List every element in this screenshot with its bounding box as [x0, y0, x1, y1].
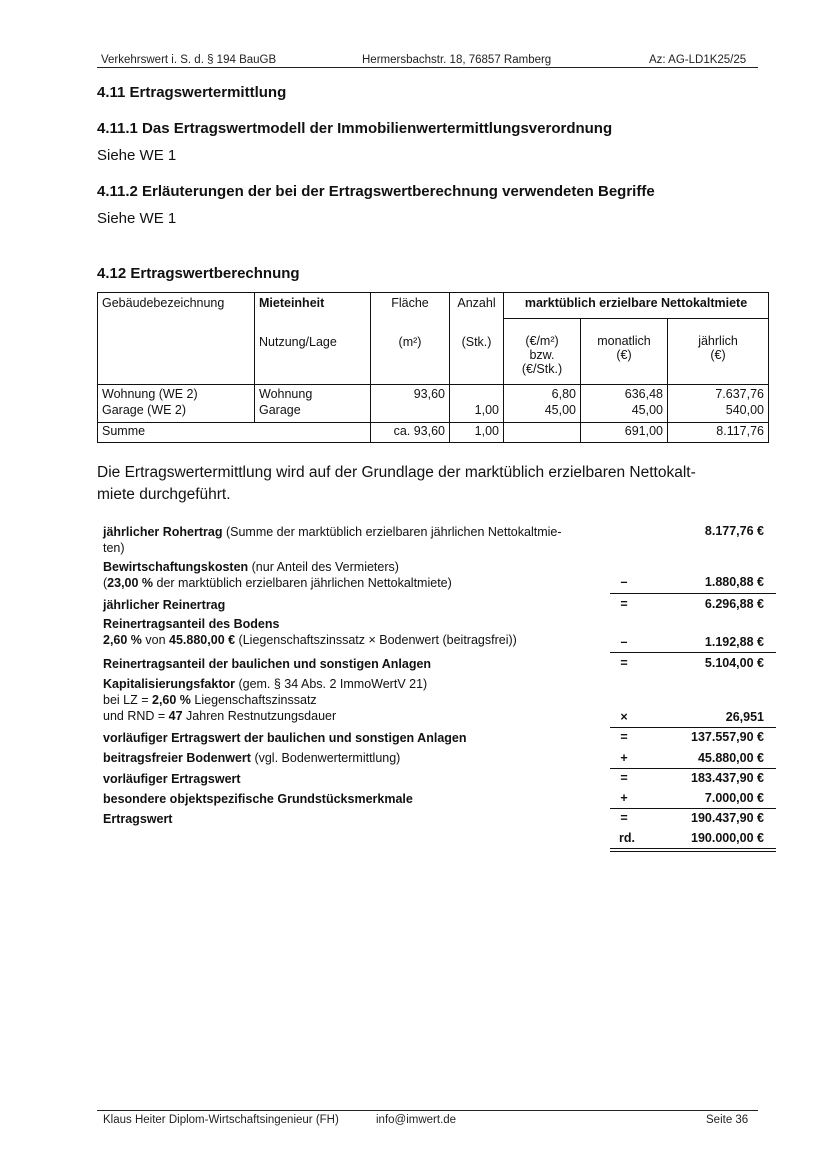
calc-bodenwert-operator: +: [620, 751, 628, 765]
cell-sum-jaehrlich: 8.117,76: [668, 423, 769, 443]
footer-page-number: Seite 36: [706, 1114, 749, 1126]
th-m2: (m²): [371, 319, 450, 385]
cell-monatlich: 45,00: [581, 403, 668, 423]
cell-sum-anzahl: 1,00: [450, 423, 504, 443]
th-miete: marktüblich erzielbare Nettokaltmiete: [504, 293, 769, 319]
double-underline-bottom: [610, 851, 776, 852]
heading-4-11: 4.11 Ertragswertermittlung: [97, 84, 287, 101]
calc-boden-bold: Reinertragsanteil des Bodens: [103, 617, 280, 631]
calc-reinertrag-operator: =: [620, 597, 628, 611]
calc-bewirt-open: (: [103, 576, 108, 590]
calc-bewirt-value: 1.880,88 €: [704, 575, 764, 589]
calc-kap-lz-val: 2,60 %: [152, 693, 191, 707]
calc-bodenwert-label: [103, 750, 400, 766]
cell-eur: 6,80: [504, 385, 581, 403]
cell-gebaeude: Garage (WE 2): [98, 403, 255, 423]
underline: [610, 593, 776, 594]
calc-kap-note: (gem. § 34 Abs. 2 ImmoWertV 21): [234, 677, 428, 691]
rent-table: [97, 292, 769, 443]
cell-eur: 45,00: [504, 403, 581, 423]
calc-bewirt-pct: 23,00 %: [107, 576, 154, 590]
calc-bewirt-note2: der marktüblich erzielbaren jährlichen Nettokaltmiete): [153, 576, 452, 590]
table-row: [98, 403, 769, 423]
th-eur-m2: [504, 319, 581, 385]
header-rule: [97, 67, 758, 68]
text-4-11-1: Siehe WE 1: [97, 147, 177, 164]
calc-kap-bold: Kapitalisierungsfaktor: [103, 677, 235, 691]
calc-boden-label: [103, 616, 517, 648]
calc-boden-pct: 2,60 %: [103, 633, 142, 647]
table-subheader-row: [98, 319, 769, 385]
calc-kap-lz-post: Liegenschaftszinssatz: [190, 693, 317, 707]
calc-reinertrag-label: jährlicher Reinertrag: [103, 598, 226, 612]
double-underline-top: [610, 848, 776, 849]
calc-kap-rnd-pre: und RND =: [103, 709, 169, 723]
calc-vorl-anlagen-operator: =: [620, 730, 628, 744]
cell-sum-monatlich: 691,00: [581, 423, 668, 443]
calc-kap-rnd-val: 47: [168, 709, 183, 723]
cell-anzahl: [450, 385, 504, 403]
calc-rohertrag-note2: ten): [103, 541, 125, 555]
calc-boden-operator: –: [620, 635, 628, 649]
intro-paragraph: [97, 462, 777, 506]
calc-boden-von: von: [141, 633, 170, 647]
calc-anlagen-operator: =: [620, 656, 628, 670]
cell-jaehrlich: 7.637,76: [668, 385, 769, 403]
calc-vorl-ertragswert-value: 183.437,90 €: [691, 771, 764, 785]
th-eur-m2-line1: (€/m²): [525, 334, 559, 348]
calc-vorl-anlagen-value: 137.557,90 €: [691, 730, 764, 744]
cell-flaeche: [371, 403, 450, 423]
header-right: Az: AG-LD1K25/25: [649, 54, 747, 66]
th-jaehrlich: [668, 319, 769, 385]
th-flaeche: Fläche: [371, 293, 450, 319]
calc-bewirtschaftung-label: [103, 559, 452, 591]
calc-rd-value: 190.000,00 €: [691, 831, 764, 845]
underline: [610, 727, 776, 728]
th-eur-m2-line3: (€/Stk.): [521, 362, 563, 376]
calc-besondere-value: 7.000,00 €: [704, 791, 764, 805]
heading-4-12: 4.12 Ertragswertberechnung: [97, 265, 300, 282]
heading-4-11-1: 4.11.1 Das Ertragswertmodell der Immobilienwertermittlungsverordnung: [97, 120, 613, 137]
calc-ertragswert-label: Ertragswert: [103, 812, 173, 826]
calc-rd-operator: rd.: [619, 831, 635, 845]
calc-rohertrag-value: 8.177,76 €: [704, 524, 764, 538]
calc-bodenwert-bold: beitragsfreier Bodenwert: [103, 751, 251, 765]
cell-anzahl: 1,00: [450, 403, 504, 423]
calc-bewirt-bold: Bewirtschaftungskosten: [103, 560, 249, 574]
calc-rohertrag-note: (Summe der marktüblich erzielbaren jährlichen Nettokaltmie-: [222, 525, 562, 539]
calc-kap-lz-pre: bei LZ =: [103, 693, 152, 707]
underline: [610, 768, 776, 769]
th-jaehrlich-line1: jährlich: [698, 334, 738, 348]
calc-boden-value: 1.192,88 €: [704, 635, 764, 649]
th-mieteinheit: Mieteinheit: [255, 293, 371, 319]
calc-boden-wert: 45.880,00 €: [169, 633, 236, 647]
th-nutzung: Nutzung/Lage: [255, 319, 371, 385]
th-jaehrlich-line2: (€): [710, 348, 726, 362]
calc-bewirt-operator: –: [620, 575, 628, 589]
calc-ertragswert-operator: =: [620, 811, 628, 825]
heading-4-11-2: 4.11.2 Erläuterungen der bei der Ertragswertberechnung verwendeten Begriffe: [97, 183, 655, 200]
th-monatlich: [581, 319, 668, 385]
footer-email: info@imwert.de: [376, 1114, 457, 1126]
underline: [610, 808, 776, 809]
footer-left: Klaus Heiter Diplom-Wirtschaftsingenieur (FH): [103, 1114, 339, 1126]
cell-monatlich: 636,48: [581, 385, 668, 403]
table-row: [98, 385, 769, 403]
calc-rohertrag-label: [103, 524, 562, 556]
calc-anlagen-label: Reinertragsanteil der baulichen und sonstigen Anlagen: [103, 657, 432, 671]
header-center: Hermersbachstr. 18, 76857 Ramberg: [362, 54, 552, 66]
th-monatlich-line2: (€): [616, 348, 632, 362]
cell-nutzung: Garage: [255, 403, 371, 423]
th-monatlich-line1: monatlich: [597, 334, 651, 348]
table-header-row: [98, 293, 769, 319]
calc-vorl-ertragswert-label: vorläufiger Ertragswert: [103, 772, 241, 786]
calc-vorl-anlagen-label: vorläufiger Ertragswert der baulichen und sonstigen Anlagen: [103, 731, 467, 745]
calc-kap-operator: ×: [620, 710, 628, 724]
footer-rule: [97, 1110, 758, 1111]
th-eur-m2-line2: bzw.: [529, 348, 555, 362]
calc-besondere-operator: +: [620, 791, 628, 805]
calc-anlagen-value: 5.104,00 €: [704, 656, 764, 670]
cell-sum-flaeche: ca. 93,60: [371, 423, 450, 443]
th-gebaeude: Gebäudebezeichnung: [98, 293, 255, 319]
calc-kap-value: 26,951: [725, 710, 764, 724]
intro-paragraph-line2: miete durchgeführt.: [97, 486, 231, 503]
calc-ertragswert-value: 190.437,90 €: [691, 811, 764, 825]
th-stk: (Stk.): [450, 319, 504, 385]
calc-rohertrag-bold: jährlicher Rohertrag: [103, 525, 223, 539]
calc-boden-note: (Liegenschaftszinssatz × Bodenwert (beitragsfrei)): [235, 633, 517, 647]
cell-flaeche: 93,60: [371, 385, 450, 403]
calc-bewirt-note: (nur Anteil des Vermieters): [248, 560, 399, 574]
calc-reinertrag-value: 6.296,88 €: [704, 597, 764, 611]
calc-bodenwert-value: 45.880,00 €: [697, 751, 764, 765]
underline: [610, 652, 776, 653]
cell-gebaeude: Wohnung (WE 2): [98, 385, 255, 403]
calc-besondere-label: besondere objektspezifische Grundstücksmerkmale: [103, 792, 413, 806]
cell-nutzung: Wohnung: [255, 385, 371, 403]
calc-vorl-ertragswert-operator: =: [620, 771, 628, 785]
cell-jaehrlich: 540,00: [668, 403, 769, 423]
text-4-11-2: Siehe WE 1: [97, 210, 177, 227]
calc-bodenwert-note: (vgl. Bodenwertermittlung): [250, 751, 401, 765]
calc-kapitalisierung-label: [103, 676, 427, 724]
intro-paragraph-line1: Die Ertragswertermittlung wird auf der Grundlage der marktüblich erzielbaren Nettokalt-: [97, 464, 696, 481]
cell-sum-label: Summe: [98, 423, 371, 443]
header-left: Verkehrswert i. S. d. § 194 BauGB: [101, 54, 277, 66]
calc-kap-rnd-post: Jahren Restnutzungsdauer: [182, 709, 337, 723]
table-sum-row: [98, 423, 769, 443]
th-anzahl: Anzahl: [450, 293, 504, 319]
